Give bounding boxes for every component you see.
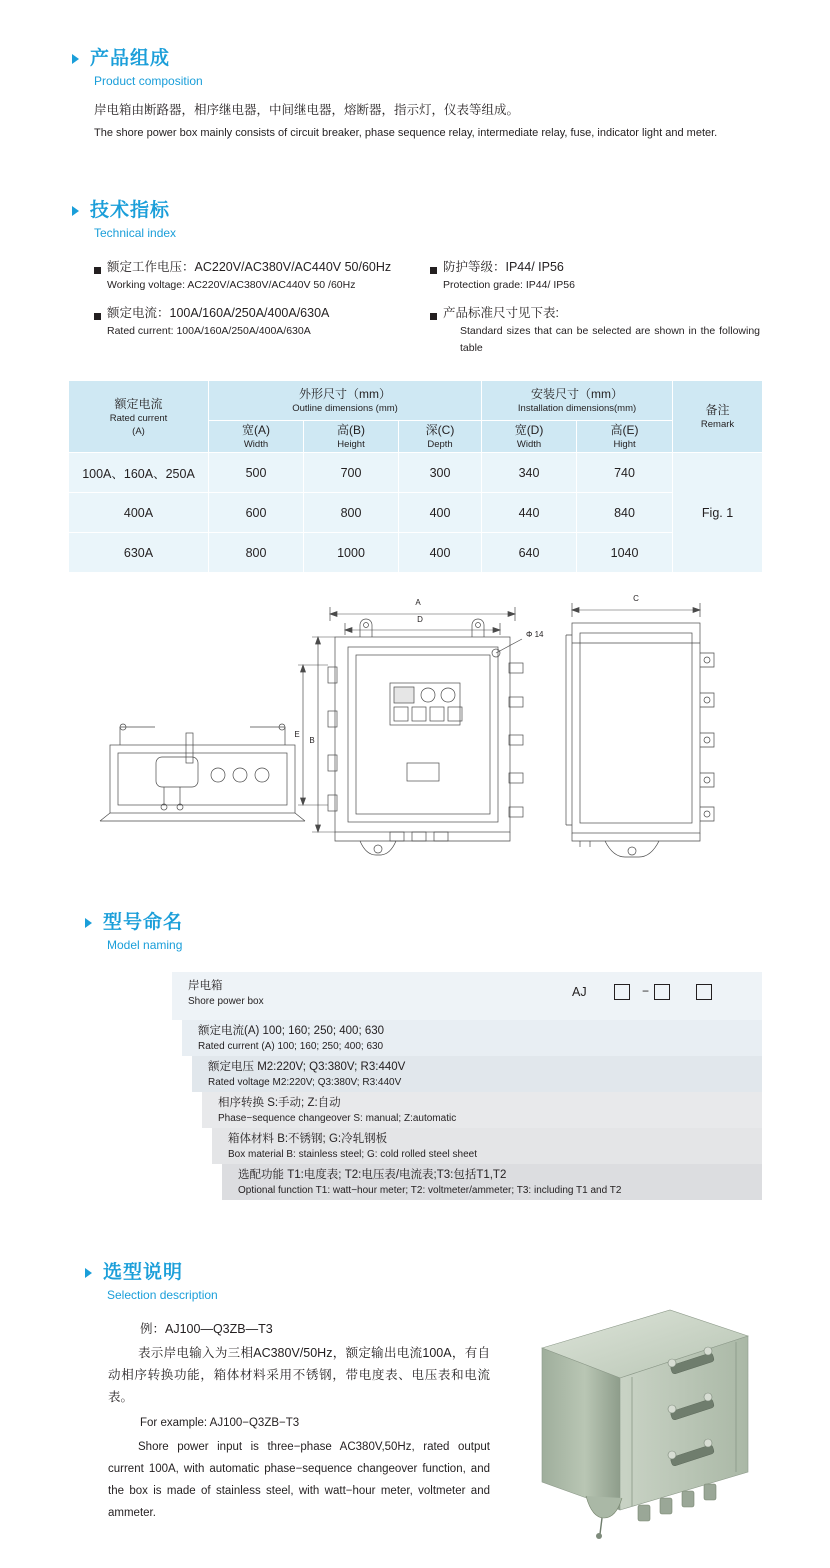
- cell-height-b: 1000: [304, 533, 399, 573]
- model-code-dash: −: [642, 984, 650, 998]
- cell-depth-c: 400: [399, 533, 482, 573]
- square-bullet-icon: [94, 313, 101, 320]
- tech-item-cn: 防护等级：IP44/ IP56: [443, 260, 564, 274]
- cell-width-d: 340: [482, 453, 577, 493]
- section-title-cn: 选型说明: [103, 1262, 184, 1283]
- dim-label-c: C: [633, 594, 639, 603]
- tech-item-en: Working voltage: AC220V/AC380V/AC440V 50 /60Hz: [107, 279, 356, 291]
- cell-depth-c: 400: [399, 493, 482, 533]
- header-outline-dimensions: [209, 381, 482, 421]
- model-naming-diagram: [172, 972, 762, 1208]
- section-title-cn: 产品组成: [90, 48, 171, 69]
- section-heading-selection-description: [85, 1262, 485, 1303]
- selection-example-en: For example: AJ100−Q3ZB−T3: [140, 1417, 300, 1429]
- dim-label-d: D: [417, 615, 423, 624]
- dim-label-a: A: [415, 598, 421, 607]
- bullet-arrow-icon: [85, 918, 92, 928]
- product-photo-svg: [520, 1300, 770, 1540]
- cell-width-a: 600: [209, 493, 304, 533]
- cell-remark: Fig. 1: [673, 453, 763, 573]
- header-width-d: [482, 421, 577, 453]
- tech-item-standard-sizes: [430, 304, 760, 357]
- model-code-box-3[interactable]: [696, 984, 712, 1000]
- drawing-svg: [60, 575, 770, 865]
- header-rated-current: [69, 381, 209, 453]
- model-code-box-1[interactable]: [614, 984, 630, 1000]
- section-title-en: Model naming: [107, 938, 183, 952]
- cell-depth-c: 300: [399, 453, 482, 493]
- dim-label-b: B: [309, 736, 315, 745]
- naming-label-cn: 选配功能 T1:电度表; T2:电压表/电流表;T3:包括T1,T2: [238, 1169, 507, 1181]
- header-depth-c: [399, 421, 482, 453]
- header-unit: (A): [132, 425, 145, 437]
- tech-item-working-voltage: [94, 258, 424, 294]
- table-row: [69, 453, 763, 493]
- tech-item-en: Rated current: 100A/160A/250A/400A/630A: [107, 325, 311, 337]
- product-composition-body-cn: 岸电箱由断路器，相序继电器，中间继电器，熔断器，指示灯，仪表等组成。: [94, 103, 520, 117]
- naming-label-en: Shore power box: [188, 996, 264, 1007]
- naming-row-optional-function: [222, 1164, 762, 1200]
- header-en: Outline dimensions (mm): [292, 403, 398, 414]
- naming-label-cn: 箱体材料 B:不锈钢; G:冷轧钢板: [228, 1133, 388, 1145]
- cell-rated-current: 100A、160A、250A: [69, 453, 209, 493]
- naming-label-en: Box material B: stainless steel; G: cold rolled steel sheet: [228, 1149, 478, 1160]
- header-cn: 高(B): [337, 423, 365, 437]
- cell-rated-current: 630A: [69, 533, 209, 573]
- tech-item-cn: 额定工作电压：AC220V/AC380V/AC440V 50/60Hz: [107, 260, 392, 274]
- header-en: Installation dimensions(mm): [517, 403, 637, 414]
- cell-rated-current: 400A: [69, 493, 209, 533]
- header-en: Width: [516, 439, 542, 450]
- section-heading-model-naming: [85, 912, 485, 953]
- cell-height-b: 800: [304, 493, 399, 533]
- section-heading-product-composition: [72, 48, 472, 89]
- product-photo: [520, 1300, 770, 1540]
- cell-height-e: 840: [577, 493, 673, 533]
- section-title-cn: 技术指标: [90, 200, 171, 221]
- naming-row-rated-voltage: [192, 1056, 762, 1092]
- header-cn: 高(E): [610, 423, 639, 437]
- naming-label-cn: 岸电箱: [188, 980, 223, 992]
- naming-row-rated-current: [182, 1020, 762, 1056]
- header-en: Hight: [613, 439, 636, 450]
- cell-width-a: 500: [209, 453, 304, 493]
- bullet-arrow-icon: [85, 1268, 92, 1278]
- header-remark: [673, 381, 763, 453]
- product-composition-body-en: The shore power box mainly consists of circuit breaker, phase sequence relay, intermediate relay, fuse, indicator light and meter.: [94, 127, 718, 139]
- section-title-en: Selection description: [107, 1288, 218, 1302]
- header-en: Rated current: [109, 412, 168, 424]
- technical-drawing: [60, 575, 770, 865]
- header-en: Depth: [427, 439, 453, 450]
- naming-label-en: Rated voltage M2:220V; Q3:380V; R3:440V: [208, 1077, 402, 1088]
- dim-label-e: E: [294, 730, 300, 739]
- header-cn: 宽(A): [242, 423, 270, 437]
- header-cn: 备注: [705, 403, 730, 417]
- bullet-arrow-icon: [72, 54, 79, 64]
- tech-item-cn: 额定电流：100A/160A/250A/400A/630A: [107, 306, 330, 320]
- selection-paragraph-en: Shore power input is three−phase AC380V,50Hz, rated output current 100A, with automatic phase−sequence changeover function, and the box is made of stainless steel, with watt−hour meter, voltmeter and ammeter.: [108, 1441, 490, 1519]
- tech-item-protection-grade: [430, 258, 760, 294]
- section-heading-technical-index: [72, 200, 472, 241]
- header-en: Width: [243, 439, 269, 450]
- cell-width-d: 440: [482, 493, 577, 533]
- header-en: Height: [337, 439, 365, 450]
- square-bullet-icon: [430, 313, 437, 320]
- naming-label-en: Optional function T1: watt−hour meter; T2: voltmeter/ammeter; T3: including T1 and T2: [238, 1185, 622, 1196]
- naming-label-cn: 相序转换 S:手动; Z:自动: [218, 1097, 341, 1109]
- section-title-cn: 型号命名: [103, 912, 184, 933]
- table-row: [69, 493, 763, 533]
- header-cn: 外形尺寸（mm）: [299, 387, 392, 401]
- naming-row-shore-power-box: [172, 972, 762, 1020]
- cell-height-e: 1040: [577, 533, 673, 573]
- dim-label-phi14: Φ 14: [526, 630, 544, 639]
- tech-item-en: Protection grade: IP44/ IP56: [443, 279, 575, 291]
- section-title-en: Product composition: [94, 74, 203, 88]
- header-cn: 额定电流: [114, 396, 163, 411]
- header-cn: 深(C): [425, 423, 455, 437]
- naming-row-phase-sequence: [202, 1092, 762, 1128]
- header-cn: 宽(D): [514, 423, 544, 437]
- table-header-row-1: [69, 381, 763, 421]
- specification-table: [68, 380, 763, 573]
- header-cn: 安装尺寸（mm）: [531, 387, 624, 401]
- selection-paragraph-cn: 表示岸电输入为三相AC380V/50Hz，额定输出电流100A，有自动相序转换功能，箱体材料采用不锈钢，带电度表、电压表和电流表。: [108, 1346, 490, 1404]
- bullet-arrow-icon: [72, 206, 79, 216]
- tech-item-en: Standard sizes that can be selected are shown in the following table: [460, 325, 760, 354]
- naming-label-en: Rated current (A) 100; 160; 250; 400; 630: [198, 1041, 384, 1052]
- header-width-a: [209, 421, 304, 453]
- section-title-en: Technical index: [94, 226, 177, 240]
- naming-label-cn: 额定电流(A) 100; 160; 250; 400; 630: [198, 1025, 385, 1037]
- model-code-prefix: AJ: [572, 985, 587, 999]
- header-height-b: [304, 421, 399, 453]
- cell-height-b: 700: [304, 453, 399, 493]
- cell-width-a: 800: [209, 533, 304, 573]
- header-installation-dimensions: [482, 381, 673, 421]
- tech-item-cn: 产品标准尺寸见下表:: [443, 306, 559, 320]
- table-row: [69, 533, 763, 573]
- square-bullet-icon: [430, 267, 437, 274]
- cell-height-e: 740: [577, 453, 673, 493]
- naming-label-cn: 额定电压 M2:220V; Q3:380V; R3:440V: [208, 1061, 406, 1073]
- square-bullet-icon: [94, 267, 101, 274]
- header-en: Remark: [700, 419, 735, 430]
- header-height-e: [577, 421, 673, 453]
- naming-row-box-material: [212, 1128, 762, 1164]
- model-code-box-2[interactable]: [654, 984, 670, 1000]
- naming-label-en: Phase−sequence changeover S: manual; Z:automatic: [218, 1113, 457, 1124]
- selection-example-cn: 例：AJ100—Q3ZB—T3: [140, 1322, 273, 1336]
- cell-width-d: 640: [482, 533, 577, 573]
- tech-item-rated-current: [94, 304, 424, 340]
